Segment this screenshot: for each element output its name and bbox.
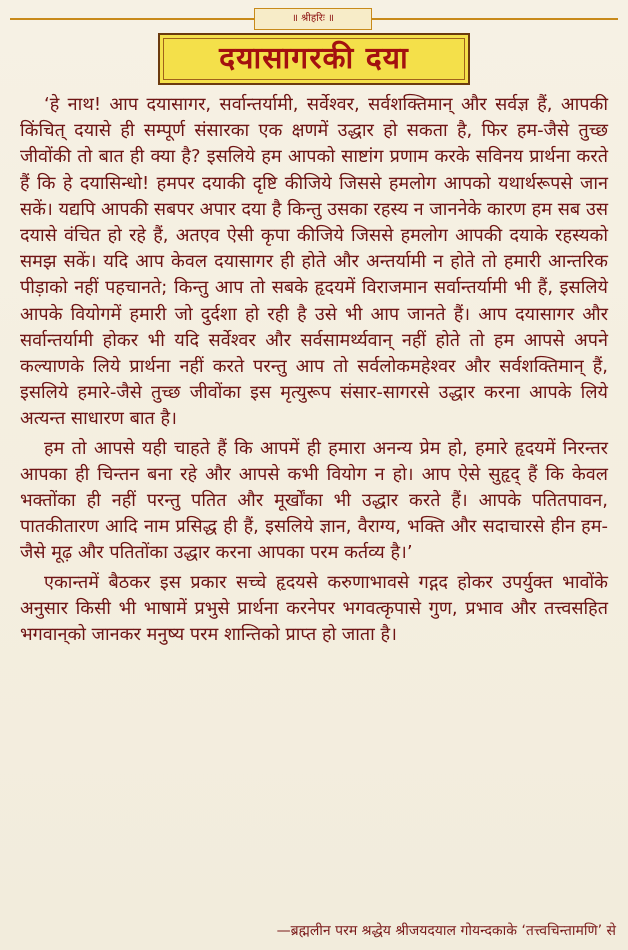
paragraph-1: ‘हे नाथ! आप दयासागर, सर्वान्तर्यामी, सर्वेश्वर, सर्वशक्तिमान् और सर्वज्ञ हैं, आपकी किंचित् दयासे ही सम्पूर्ण संसारका एक क्षणमें उद्धार हो सकता है, फिर हम-जैसे तुच्छ जीवोंकी तो बात ही क्या है? इसलिये हम आपको साष्टांग प्रणाम करके सविनय प्रार्थना करते हैं कि हे दयासिन्धो! हमपर दयाकी दृष्टि कीजिये जिससे हमलोग आपको यथार्थरूपसे जान सकें। यद्यपि आपकी सबपर अपार दया है किन्तु उसका रहस्य न जाननेके कारण हम सब उस दयासे वंचित हो रहे हैं, अतएव ऐसी कृपा कीजिये जिससे हमलोग आपकी दयाके रहस्यको समझ सकें। यदि आप केवल दयासागर ही होते और अन्तर्यामी न होते तो हमारी आन्तरिक पीड़ाको नहीं पहचानते; किन्तु आप तो सबके हृदयमें विराजमान सर्वान्तर्यामी भी हैं, इसलिये आपके वियोगमें हमारी जो दुर्दशा हो रही है उसे भी आप जानते हैं। आप दयासागर और सर्वान्तर्यामी होकर भी यदि सर्वेश्वर और सर्वसामर्थ्यवान् नहीं होते तो हम आपसे अपने कल्याणके लिये प्रार्थना नहीं करते परन्तु आप तो सर्वलोकमहेश्वर और सर्वशक्तिमान् हैं, इसलिये हमारे-जैसे तुच्छ जीवोंका इस मृत्युरूप संसार-सागरसे उद्धार करना आपके लिये अत्यन्त साधारण बात है।	[20, 94, 608, 430]
header-rule-right	[372, 18, 618, 20]
paragraph-3: एकान्तमें बैठकर इस प्रकार सच्चे हृदयसे करुणाभावसे गद्गद होकर उपर्युक्त भावोंके अनुसार किसी भी भाषामें प्रभुसे प्रार्थना करनेपर भगवत्कृपासे गुण, प्रभाव और तत्त्वसहित भगवान्‌को जानकर मनुष्य परम शान्तिको प्राप्त हो जाता है।	[20, 571, 608, 646]
title-box	[158, 33, 470, 85]
source-attribution: —ब्रह्मलीन परम श्रद्धेय श्रीजयदयाल गोयन्दकाके ‘तत्त्वचिन्तामणि’ से	[276, 923, 616, 939]
header-rule-left	[10, 18, 256, 20]
paragraph-2: हम तो आपसे यही चाहते हैं कि आपमें ही हमारा अनन्य प्रेम हो, हमारे हृदयमें निरन्तर आपका ही चिन्तन बना रहे और आपसे कभी वियोग न हो। आप ऐसे सुहृद् हैं कि केवल भक्तोंका ही नहीं परन्तु पतित और मूर्खोंका भी उद्धार करते हैं। आपके पतितपावन, पातकीतारण आदि नाम प्रसिद्ध ही हैं, इसलिये ज्ञान, वैराग्य, भक्ति और सदाचारसे हीन हम-जैसे मूढ़ और पतितोंका उद्धार करना आपका परम कर्तव्य है।’	[20, 437, 608, 564]
page-title: दयासागरकी दया	[219, 41, 409, 76]
article-body	[20, 92, 608, 648]
invocation-label: ॥ श्रीहरिः ॥	[254, 8, 372, 30]
